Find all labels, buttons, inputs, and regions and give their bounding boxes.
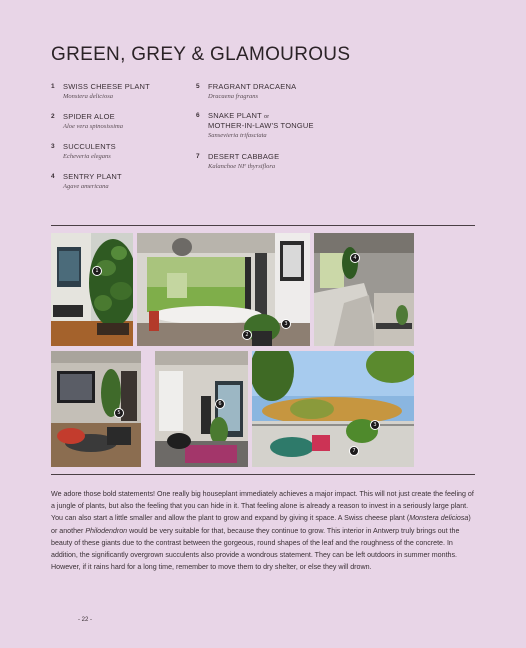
plant-name: SWISS CHEESE PLANT — [63, 82, 150, 91]
page-number: - 22 - — [78, 617, 93, 623]
body-text-part: ) or another — [51, 514, 471, 535]
photo-image — [51, 351, 141, 467]
photo-image — [155, 351, 248, 467]
plant-name: SUCCULENTS — [63, 142, 116, 151]
photo-marker: 4 — [350, 253, 360, 263]
photo-dining-room — [137, 233, 310, 346]
plant-latin-name: Dracaena fragrans — [208, 93, 259, 100]
photo-living-room — [51, 351, 141, 467]
photo-marker: 3 — [370, 420, 380, 430]
photo-marker: 5 — [114, 408, 124, 418]
plant-name-or: or — [264, 114, 270, 120]
photo-staircase — [314, 233, 414, 346]
top-divider — [51, 225, 475, 226]
plant-latin-name: Sansevieria trifasciata — [208, 132, 267, 139]
plant-name-line1: SNAKE PLANT — [208, 111, 262, 120]
body-text — [51, 488, 475, 573]
plant-name: SPIDER ALOE — [63, 112, 115, 121]
photo-image — [314, 233, 414, 346]
plant-name: FRAGRANT DRACAENA — [208, 82, 297, 91]
photo-marker: 3 — [281, 319, 291, 329]
photo-marker: 2 — [242, 330, 252, 340]
plant-latin-name: Echeveria elegans — [63, 153, 111, 160]
body-text-part: would be very suitable for that, because they continue to grow. This interior in Antwerp truly brings out the beauty of these giants due to the contrast between the gorgeous, round shapes of the leaf and the roughness of the concrete. In addition, the significantly overgrown succulents also provide a wondrous statement. They can be left outdoors in summer months. However, if it rains hard for a long time, remember to move them to dry shelter, or else they will drown. — [51, 526, 460, 572]
plant-number: 4 — [51, 173, 55, 180]
photo-marker: 6 — [215, 399, 225, 409]
body-text-italic: Monstera deliciosa — [409, 514, 469, 523]
photo-image — [51, 233, 133, 346]
plant-name: SENTRY PLANT — [63, 172, 122, 181]
plant-latin-name: Agave americana — [63, 183, 109, 190]
body-text-italic: Philodendron — [85, 526, 128, 535]
plant-number: 7 — [196, 153, 200, 160]
body-text-part: We adore those bold statements! One really big houseplant immediately achieves a major impact. This will not just create the feeling of a jungle of plants, but also the feeling that you can hide in it. That feeling alone is already a reason to invest in a seriously large plant. You can also start a little smaller and allow the plant to grow and expand by giving it space. A Swiss cheese plant ( — [51, 490, 474, 523]
plant-list — [51, 82, 481, 202]
photo-swiss-cheese-plant — [51, 233, 133, 346]
photo-marker: 7 — [349, 446, 359, 456]
page-title: GREEN, GREY & GLAMOUROUS — [51, 44, 351, 65]
photo-hallway — [155, 351, 248, 467]
bottom-divider — [51, 474, 475, 475]
plant-latin-name: Monstera deliciosa — [63, 93, 114, 100]
photo-marker: 1 — [92, 266, 102, 276]
plant-name: DESERT CABBAGE — [208, 152, 280, 161]
plant-latin-name: Aloe vera spinosissima — [63, 123, 123, 130]
photo-terrace — [252, 351, 414, 467]
plant-number: 6 — [196, 112, 200, 119]
plant-latin-name: Kalanchoe NF thyrsiflora — [208, 163, 276, 170]
plant-number: 5 — [196, 83, 200, 90]
photo-image — [252, 351, 414, 467]
plant-number: 3 — [51, 143, 55, 150]
photo-image — [137, 233, 310, 346]
plant-name-line2: MOTHER-IN-LAW'S TONGUE — [208, 121, 314, 130]
plant-number: 2 — [51, 113, 55, 120]
plant-number: 1 — [51, 83, 55, 90]
